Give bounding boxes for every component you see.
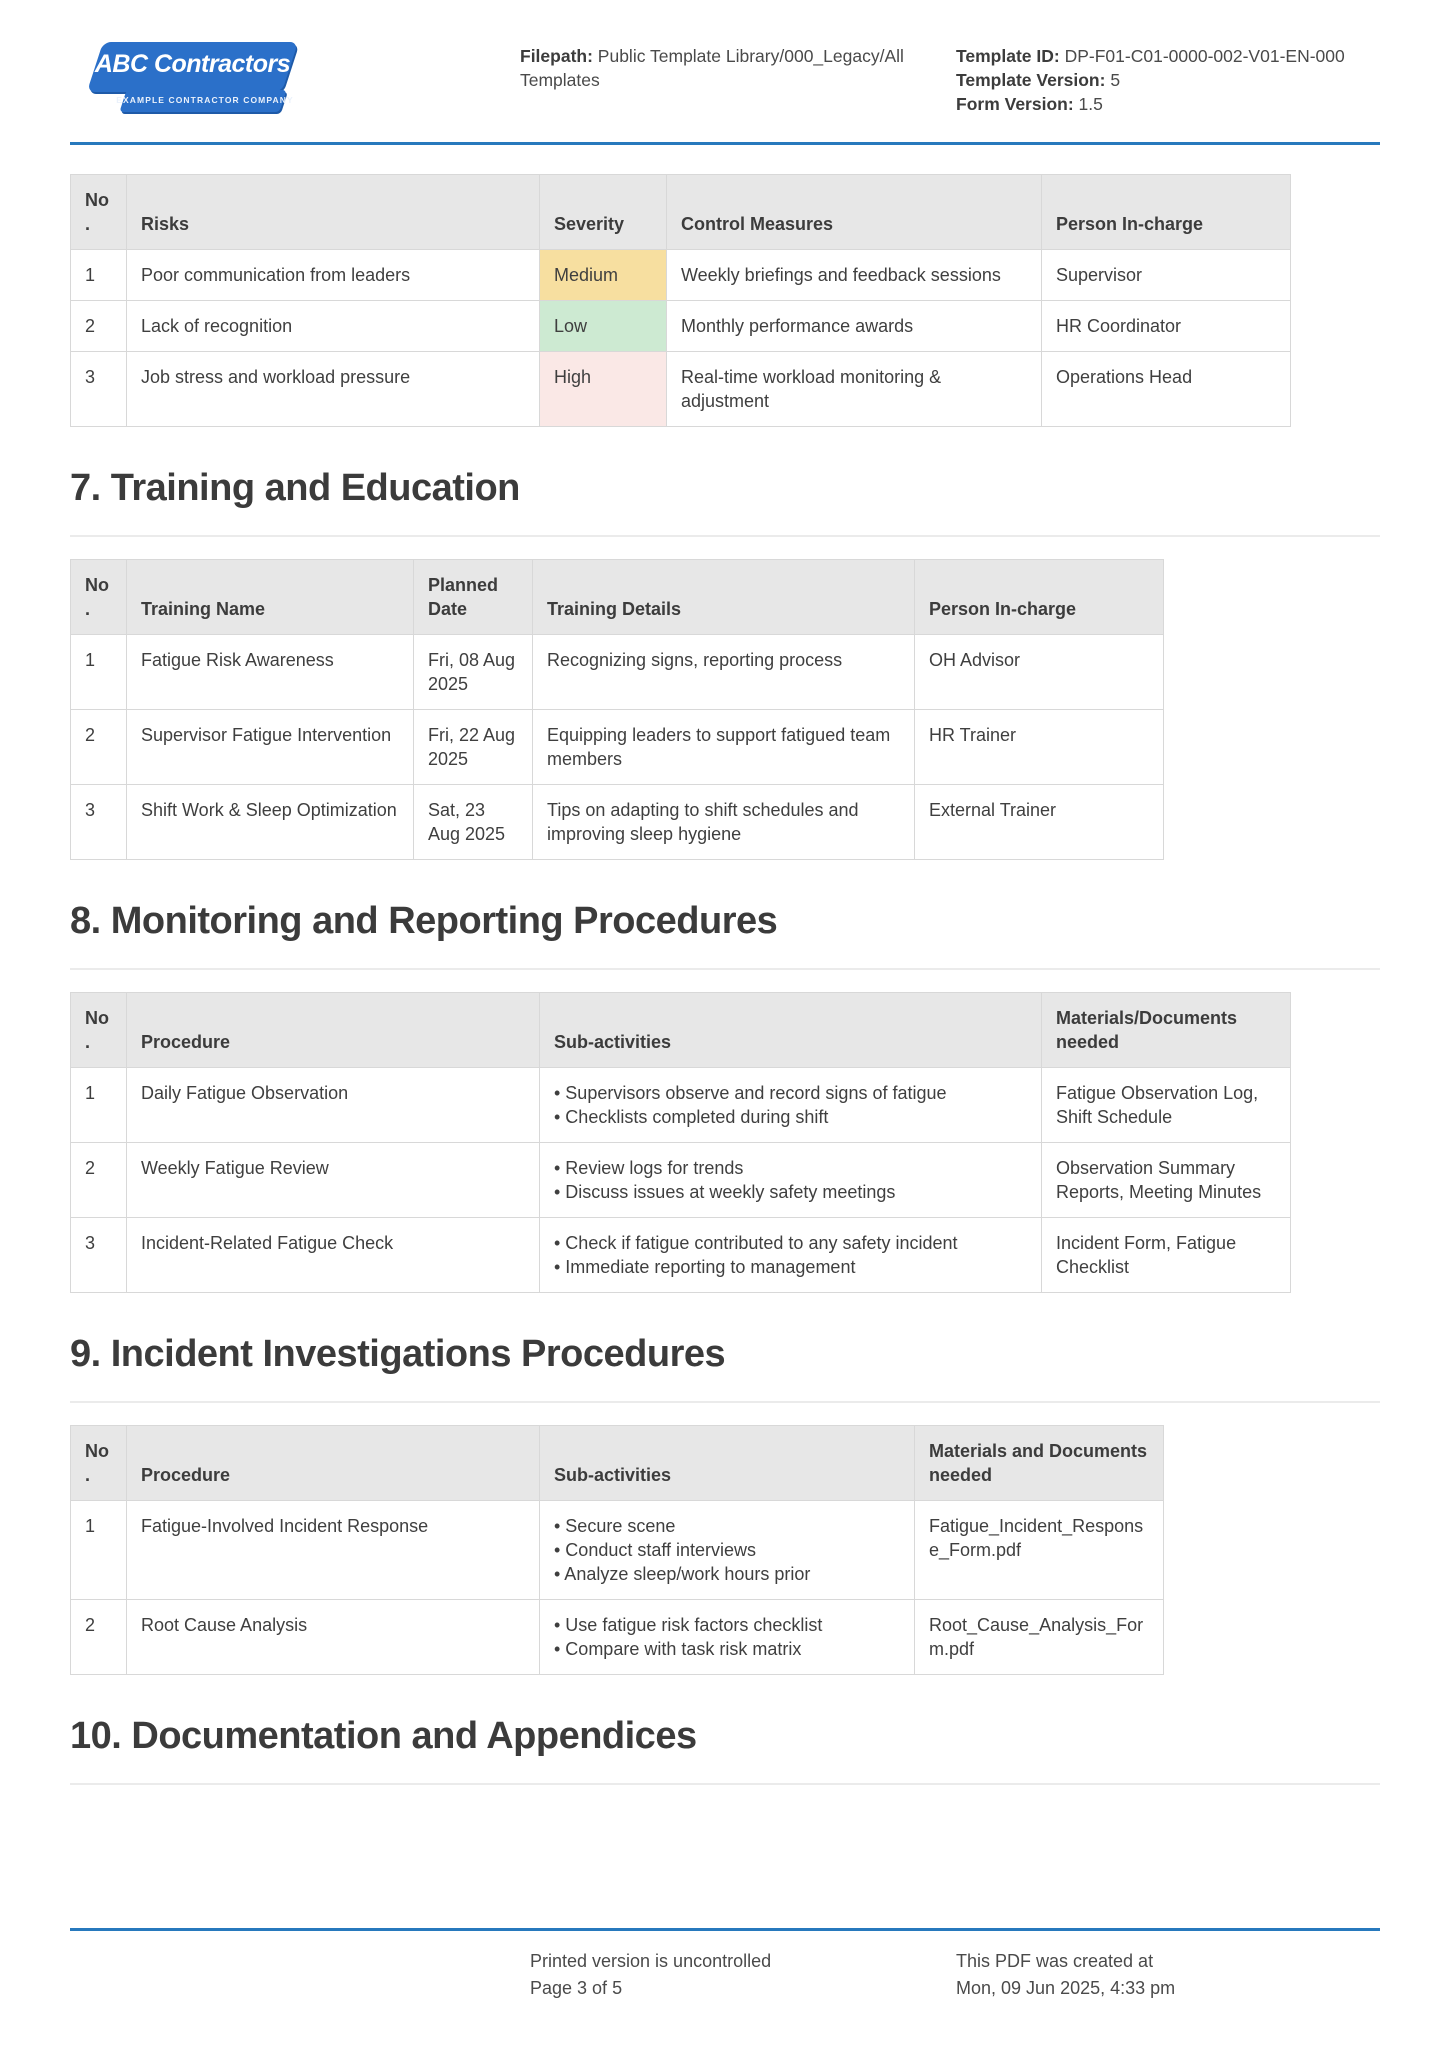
section-divider: [70, 535, 1380, 537]
table-cell: [540, 1218, 1042, 1293]
template-id-value: DP-F01-C01-0000-002-V01-EN-000: [1064, 46, 1345, 66]
severity-cell: Low: [540, 301, 667, 352]
section-divider: [70, 968, 1380, 970]
logo-subtitle: EXAMPLE CONTRACTOR COMPANY: [116, 95, 294, 105]
table-cell: 3: [71, 352, 127, 427]
table-cell: 2: [71, 1143, 127, 1218]
template-meta-block: [956, 44, 1386, 116]
table-header-cell: Materials and Documents needed: [915, 1426, 1164, 1501]
table-cell: 2: [71, 710, 127, 785]
template-version-row: [956, 68, 1386, 92]
table-cell: 1: [71, 250, 127, 301]
table-cell: Fatigue Observation Log, Shift Schedule: [1042, 1068, 1291, 1143]
company-logo: [85, 42, 300, 120]
form-version-value: 1.5: [1078, 94, 1103, 114]
table-cell: [540, 1600, 915, 1675]
table-header-cell: Materials/Documents needed: [1042, 993, 1291, 1068]
data-table: [70, 559, 1164, 860]
table-cell: Fri, 08 Aug 2025: [414, 635, 533, 710]
table-cell: Incident-Related Fatigue Check: [127, 1218, 540, 1293]
table-cell: External Trainer: [915, 785, 1164, 860]
table-cell: Root_Cause_Analysis_Form.pdf: [915, 1600, 1164, 1675]
footer-created-date: Mon, 09 Jun 2025, 4:33 pm: [956, 1978, 1176, 1998]
table-row: [71, 785, 1164, 860]
section-divider: [70, 1783, 1380, 1785]
table-cell: 2: [71, 1600, 127, 1675]
table-cell: OH Advisor: [915, 635, 1164, 710]
section-heading: 7. Training and Education: [70, 467, 520, 509]
table-header-row: [71, 993, 1291, 1068]
table-cell: Tips on adapting to shift schedules and improving sleep hygiene: [533, 785, 915, 860]
header-rule: [70, 142, 1380, 145]
bullet-item: • Secure scene: [554, 1516, 676, 1536]
form-version-label: Form Version:: [956, 94, 1074, 114]
table-cell: HR Coordinator: [1042, 301, 1291, 352]
table-cell: Shift Work & Sleep Optimization: [127, 785, 414, 860]
bullet-item: • Supervisors observe and record signs of fatigue: [554, 1083, 947, 1103]
severity-cell: Medium: [540, 250, 667, 301]
table-header-cell: Severity: [540, 175, 667, 250]
table-cell: 1: [71, 1501, 127, 1600]
bullet-item: • Checklists completed during shift: [554, 1107, 829, 1127]
filepath-label: Filepath:: [520, 46, 593, 66]
table-cell: 3: [71, 785, 127, 860]
table-cell: Root Cause Analysis: [127, 1600, 540, 1675]
table-cell: Incident Form, Fatigue Checklist: [1042, 1218, 1291, 1293]
table-cell: Observation Summary Reports, Meeting Minutes: [1042, 1143, 1291, 1218]
table-cell: HR Trainer: [915, 710, 1164, 785]
filepath-block: [520, 44, 950, 92]
table-header-cell: Planned Date: [414, 560, 533, 635]
table-header-row: [71, 175, 1291, 250]
table-cell: Poor communication from leaders: [127, 250, 540, 301]
table-header-cell: Person In-charge: [915, 560, 1164, 635]
bullet-item: • Compare with task risk matrix: [554, 1639, 802, 1659]
table-row: [71, 1218, 1291, 1293]
footer-left-block: [530, 1948, 771, 2002]
template-id-label: Template ID:: [956, 46, 1060, 66]
table-header-row: [71, 560, 1164, 635]
footer-printed-note: Printed version is uncontrolled: [530, 1951, 772, 1971]
table-cell: Weekly Fatigue Review: [127, 1143, 540, 1218]
table-cell: 1: [71, 1068, 127, 1143]
table-header-cell: Control Measures: [667, 175, 1042, 250]
table-cell: Weekly briefings and feedback sessions: [667, 250, 1042, 301]
table-cell: Fri, 22 Aug 2025: [414, 710, 533, 785]
table-cell: Fatigue_Incident_Response_Form.pdf: [915, 1501, 1164, 1600]
table-cell: Job stress and workload pressure: [127, 352, 540, 427]
table-cell: Operations Head: [1042, 352, 1291, 427]
table-header-cell: Person In-charge: [1042, 175, 1291, 250]
severity-cell: High: [540, 352, 667, 427]
table-cell: Daily Fatigue Observation: [127, 1068, 540, 1143]
bullet-item: • Use fatigue risk factors checklist: [554, 1615, 823, 1635]
table-row: [71, 1068, 1291, 1143]
table-cell: Fatigue-Involved Incident Response: [127, 1501, 540, 1600]
table-header-cell: Training Details: [533, 560, 915, 635]
table-cell: Recognizing signs, reporting process: [533, 635, 915, 710]
table-header-row: [71, 1426, 1164, 1501]
table-cell: [540, 1068, 1042, 1143]
section-heading: 9. Incident Investigations Procedures: [70, 1333, 726, 1375]
table-header-cell: Risks: [127, 175, 540, 250]
bullet-item: • Check if fatigue contributed to any safety incident: [554, 1233, 958, 1253]
table-header-cell: No.: [71, 993, 127, 1068]
section-heading: 10. Documentation and Appendices: [70, 1715, 697, 1757]
table-cell: Lack of recognition: [127, 301, 540, 352]
table-cell: Equipping leaders to support fatigued team members: [533, 710, 915, 785]
footer-page-number: Page 3 of 5: [530, 1978, 623, 1998]
table-cell: 3: [71, 1218, 127, 1293]
table-cell: 1: [71, 635, 127, 710]
table-header-cell: No.: [71, 1426, 127, 1501]
footer-right-block: [956, 1948, 1175, 2002]
bullet-item: • Discuss issues at weekly safety meetings: [554, 1182, 896, 1202]
sections-slot: [70, 465, 1449, 1785]
template-version-value: 5: [1110, 70, 1121, 90]
bullet-item: • Analyze sleep/work hours prior: [554, 1564, 811, 1584]
table-row: [71, 352, 1291, 427]
form-version-row: [956, 92, 1386, 116]
template-id-row: [956, 44, 1386, 68]
data-table: [70, 1425, 1164, 1675]
bullet-item: • Conduct staff interviews: [554, 1540, 757, 1560]
table-row: [71, 250, 1291, 301]
document-body: [70, 174, 1449, 1785]
table-cell: Fatigue Risk Awareness: [127, 635, 414, 710]
data-table: [70, 174, 1291, 427]
table-cell: [540, 1143, 1042, 1218]
section-heading: 8. Monitoring and Reporting Procedures: [70, 900, 778, 942]
table-row: [71, 1143, 1291, 1218]
table-cell: Monthly performance awards: [667, 301, 1042, 352]
table-row: [71, 1501, 1164, 1600]
bullet-item: • Review logs for trends: [554, 1158, 744, 1178]
table-cell: Sat, 23 Aug 2025: [414, 785, 533, 860]
page-header: [0, 0, 1449, 118]
page-footer: [0, 1928, 1449, 1998]
table-header-cell: Procedure: [127, 1426, 540, 1501]
bullet-item: • Immediate reporting to management: [554, 1257, 856, 1277]
table-cell: Supervisor: [1042, 250, 1291, 301]
table-cell: Real-time workload monitoring & adjustment: [667, 352, 1042, 427]
table-cell: 2: [71, 301, 127, 352]
table-header-cell: Sub-activities: [540, 1426, 915, 1501]
filepath-value: Public Template Library/000_Legacy/All Templates: [520, 46, 904, 90]
risks-table-slot: [70, 174, 1449, 427]
table-header-cell: No.: [71, 560, 127, 635]
table-row: [71, 710, 1164, 785]
table-cell: Supervisor Fatigue Intervention: [127, 710, 414, 785]
table-header-cell: Procedure: [127, 993, 540, 1068]
table-row: [71, 301, 1291, 352]
logo-title: ABC Contractors: [94, 50, 291, 78]
table-cell: [540, 1501, 915, 1600]
template-version-label: Template Version:: [956, 70, 1106, 90]
section-divider: [70, 1401, 1380, 1403]
footer-rule: [70, 1928, 1380, 1931]
table-header-cell: Training Name: [127, 560, 414, 635]
table-row: [71, 1600, 1164, 1675]
data-table: [70, 992, 1291, 1293]
table-row: [71, 635, 1164, 710]
table-header-cell: No.: [71, 175, 127, 250]
table-header-cell: Sub-activities: [540, 993, 1042, 1068]
footer-created-label: This PDF was created at: [956, 1951, 1154, 1971]
